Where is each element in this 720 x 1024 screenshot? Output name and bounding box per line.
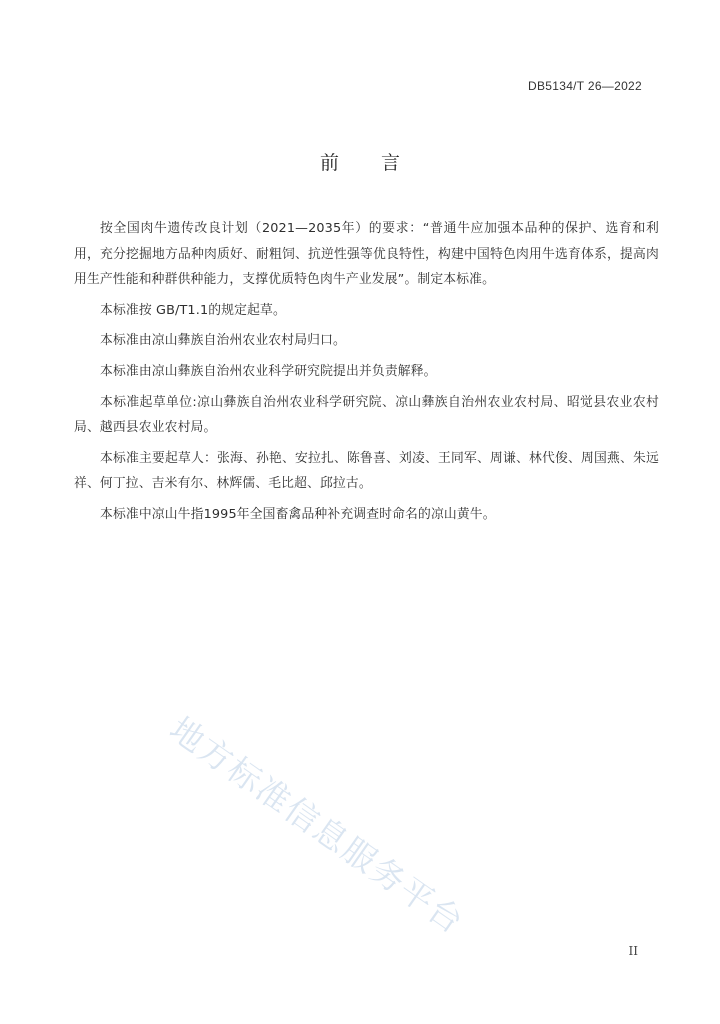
document-code: DB5134/T 26—2022: [528, 79, 642, 93]
foreword-body: [74, 216, 659, 533]
page-number: II: [628, 944, 638, 958]
paragraph-requirement: 按全国肉牛遗传改良计划（2021—2035年）的要求：“普通牛应加强本品种的保护、选育和利用，充分挖掘地方品种肉质好、耐粗饲、抗逆性强等优良特性，构建中国特色肉用牛选育体系，提高肉用生产性能和种群供种能力，支撑优质特色肉牛产业发展”。制定本标准。: [74, 221, 659, 288]
paragraph-drafting-rule: 本标准按 GB/T1.1的规定起草。: [100, 302, 286, 318]
paragraph-definition: 本标准中凉山牛指1995年全国畜禽品种补充调查时命名的凉山黄牛。: [100, 506, 496, 522]
paragraph-proposed-by: 本标准由凉山彝族自治州农业科学研究院提出并负责解释。: [100, 363, 437, 379]
watermark: 地方标准信息服务平台: [162, 709, 472, 942]
paragraph-centralized-by: 本标准由凉山彝族自治州农业农村局归口。: [100, 333, 346, 349]
paragraph-drafters: 本标准主要起草人：张海、孙艳、安拉扎、陈鲁喜、刘凌、王同军、周谦、林代俊、周国燕、朱远祥、何丁拉、吉米有尔、林辉儒、毛比超、邱拉古。: [74, 450, 659, 492]
paragraph-drafting-units: 本标准起草单位:凉山彝族自治州农业科学研究院、凉山彝族自治州农业农村局、昭觉县农业农村局、越西县农业农村局。: [74, 394, 659, 436]
page-title: 前言: [319, 152, 442, 174]
